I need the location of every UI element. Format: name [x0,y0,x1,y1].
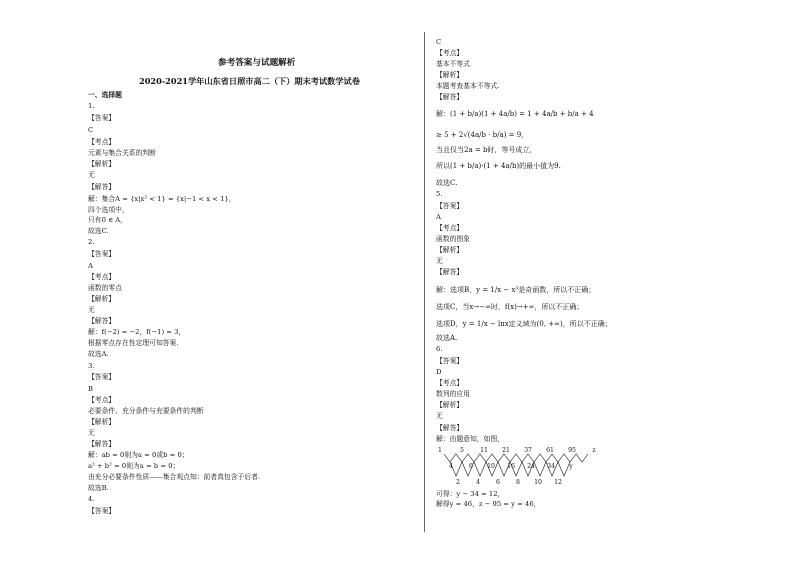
analysis-label: 【解析】 [436,71,464,79]
formula-line: 解：(1 + b/a)(1 + 4a/b) = 1 + 4a/b + b/a + 4 [436,110,594,118]
analysis-value: 无 [436,412,443,420]
zigzag-label: 34 [547,463,555,470]
solution-line: 四个选项中， [88,206,129,214]
question-number: 4. [88,495,95,503]
zigzag-label: 10 [487,463,495,470]
column-divider [424,32,425,532]
solution-line: 解：集合A = {x|x² < 1} = {x|−1 < x < 1}， [88,195,236,203]
zigzag-bottom-labels [456,479,562,486]
zigzag-label: y [569,463,573,470]
analysis-label: 【解析】 [436,401,464,409]
doc-title: 参考答案与试题解析 [218,58,296,68]
answer-value: C [436,38,442,46]
zigzag-label: z [592,447,596,454]
zigzag-label: 2 [456,479,460,486]
solution-line: 故选C. [88,227,109,235]
analysis-value: 无 [88,306,95,314]
section-heading: 一、选择题 [88,91,122,99]
zigzag-label: 8 [516,479,520,486]
zigzag-label: 61 [546,447,554,454]
question-number: 5. [436,190,443,198]
zigzag-label: 1 [438,447,442,454]
zigzag-mid-labels [449,463,573,470]
solution-line: 故选A. [88,350,109,358]
topic-value: 元素与集合关系的判断 [88,149,156,157]
answer-value: B [88,385,93,393]
topic-label: 【考点】 [436,49,464,57]
zigzag-label: 4 [476,479,480,486]
zigzag-label: 16 [507,463,515,470]
answer-label: 【答案】 [88,507,116,515]
answer-label: 【答案】 [88,373,116,381]
analysis-value: 无 [88,171,95,179]
formula-line: 当且仅当2a = b时，等号成立， [436,146,537,154]
topic-value: 函数的零点 [88,284,122,292]
analysis-value: 本题考查基本不等式. [436,82,500,90]
formula-line: ≥ 5 + 2√(4a/b · b/a) = 9， [436,131,529,139]
formula-line: 所以(1 + b/a)·(1 + 4a/b)的最小值为9. [436,162,561,170]
answer-label: 【答案】 [436,357,464,365]
question-number: 3. [88,362,95,370]
topic-label: 【考点】 [436,224,464,232]
zigzag-top-labels [438,447,596,454]
analysis-label: 【解析】 [88,160,116,168]
zigzag-figure [436,446,596,488]
solution-label: 【解答】 [436,424,464,432]
zigzag-label: 6 [469,463,473,470]
solution-line: 解：由题意知，如图， [436,435,504,443]
solution-label: 【解答】 [436,268,464,276]
solution-line: a² + b² = 0则为a = b = 0； [88,462,180,470]
solution-line: 可得：y − 34 = 12， [436,490,505,498]
solution-label: 【解答】 [88,440,116,448]
zigzag-label: 21 [502,447,510,454]
analysis-label: 【解析】 [436,246,464,254]
question-number: 2. [88,238,95,246]
zigzag-label: 6 [496,479,500,486]
solution-label: 【解答】 [88,183,116,191]
zigzag-label: 4 [449,463,453,470]
zigzag-label: 24 [527,463,535,470]
answer-value: D [436,368,442,376]
topic-value: 函数的图象 [436,235,470,243]
topic-label: 【考点】 [88,138,116,146]
question-number: 1. [88,102,95,110]
solution-label: 【解答】 [88,317,116,325]
analysis-value: 无 [88,429,95,437]
solution-label: 【解答】 [436,93,464,101]
formula-line: 故选C. [436,179,458,187]
topic-value: 数列的应用 [436,390,470,398]
analysis-label: 【解析】 [88,295,116,303]
zigzag-label: 5 [460,447,464,454]
answer-value: A [436,213,441,221]
solution-line: 解：ab = 0则为a = 0或b = 0； [88,451,189,459]
solution-line: 解：f(−2) = −2，f(−1) = 3， [88,328,186,336]
topic-label: 【考点】 [88,273,116,281]
zigzag-lines [444,454,588,476]
topic-value: 基本不等式 [436,60,470,68]
answer-value: C [88,126,94,134]
topic-label: 【考点】 [88,396,116,404]
topic-label: 【考点】 [436,379,464,387]
topic-value: 必要条件、充分条件与充要条件的判断 [88,407,204,415]
question-number: 6. [436,345,443,353]
solution-line: 根据零点存在性定理可知答案. [88,339,179,347]
formula-line: 选项C，当x→−∞时，f(x)→+∞，所以不正确； [436,303,584,311]
formula-line: 选项D，y = 1/x − lnx定义域为(0, +∞)，所以不正确； [436,320,612,328]
zigzag-label: 10 [534,479,542,486]
answer-value: A [88,262,93,270]
solution-line: 由充分必要条件性质——集合观点知：前者真包含于后者. [88,473,261,481]
solution-line: 解得y = 46，z − 95 = y = 46， [436,500,541,508]
answer-label: 【答案】 [436,202,464,210]
formula-line: 故选A. [436,334,458,342]
formula-line: 解：选项B，y = 1/x − x³是奇函数，所以不正确； [436,286,596,294]
zigzag-label: 11 [480,447,488,454]
analysis-label: 【解析】 [88,418,116,426]
zigzag-label: 12 [554,479,562,486]
answer-label: 【答案】 [88,250,116,258]
answer-label: 【答案】 [88,114,116,122]
solution-line: 故选B. [88,484,109,492]
doc-subtitle: 2020-2021学年山东省日照市高二（下）期末考试数学试卷 [139,76,360,86]
analysis-value: 无 [436,257,443,265]
zigzag-label: 95 [568,447,576,454]
zigzag-label: 37 [524,447,532,454]
solution-line: 只有0 ∈ A， [88,216,127,224]
